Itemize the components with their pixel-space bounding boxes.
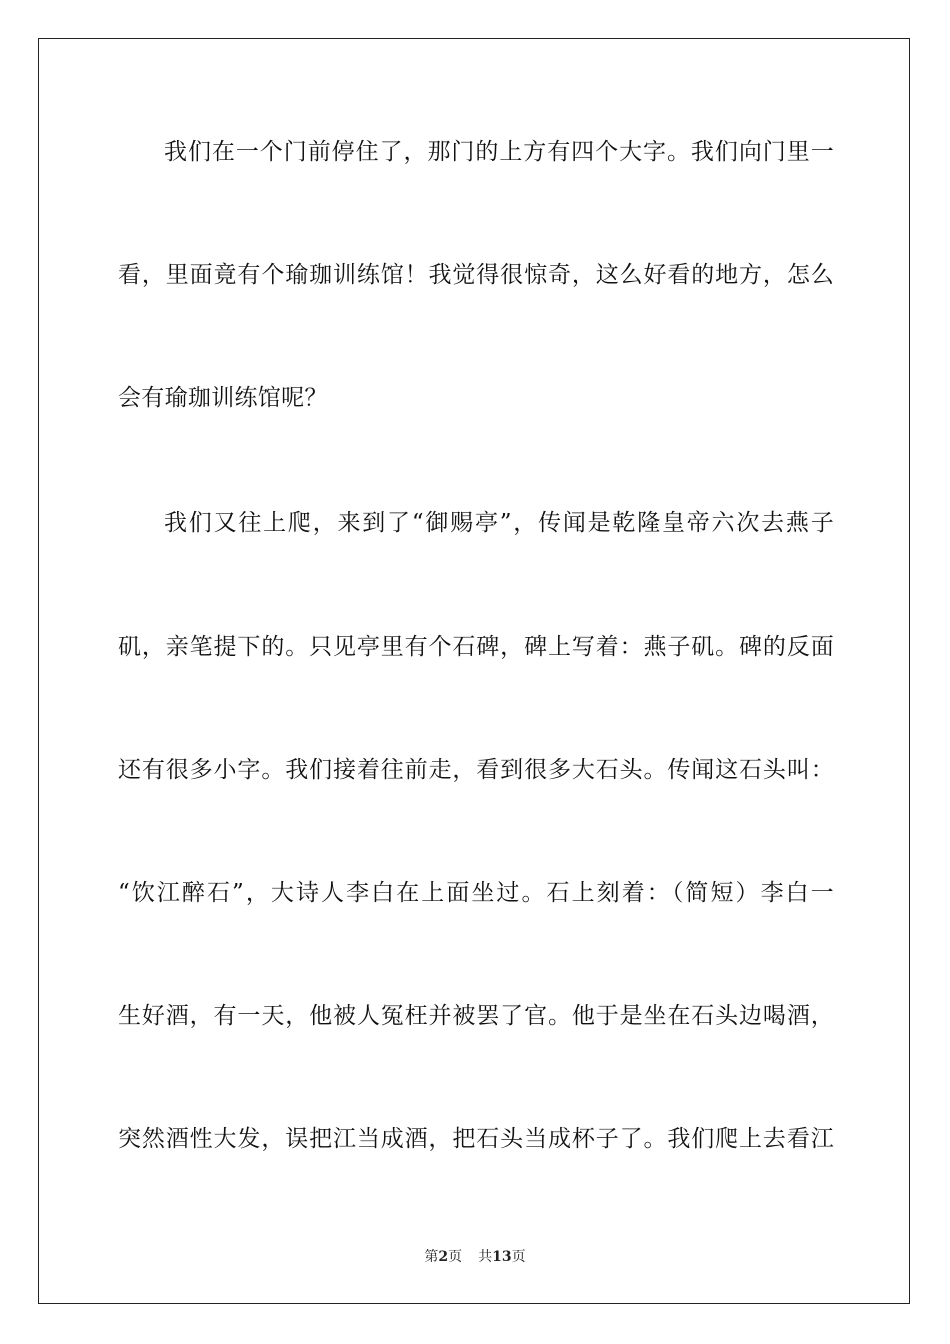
page-border bbox=[38, 38, 910, 1304]
paragraph-line-9: 突然酒性大发，误把江当成酒，把石头当成杯子了。我们爬上去看江 bbox=[118, 1126, 834, 1152]
paragraph-line-6: 还有很多小字。我们接着往前走，看到很多大石头。传闻这石头叫： bbox=[118, 757, 834, 783]
paragraph-line-5: 矶，亲笔提下的。只见亭里有个石碑，碑上写着：燕子矶。碑的反面 bbox=[118, 634, 834, 660]
paragraph-line-1: 我们在一个门前停住了，那门的上方有四个大字。我们向门里一 bbox=[164, 139, 834, 165]
footer-page-suffix: 页 bbox=[448, 1249, 463, 1265]
footer-page-total: 13 bbox=[492, 1249, 512, 1265]
footer-page-prefix: 第 bbox=[424, 1249, 439, 1265]
paragraph-line-2: 看，里面竟有个瑜珈训练馆！我觉得很惊奇，这么好看的地方，怎么 bbox=[118, 262, 834, 288]
paragraph-line-3: 会有瑜珈训练馆呢？ bbox=[118, 385, 328, 411]
paragraph-line-7: “饮江醉石”，大诗人李白在上面坐过。石上刻着：（简短）李白一 bbox=[118, 880, 834, 906]
page-footer bbox=[0, 1248, 950, 1266]
footer-total-prefix: 共 bbox=[478, 1249, 493, 1265]
paragraph-line-8: 生好酒，有一天，他被人冤枉并被罢了官。他于是坐在石头边喝酒， bbox=[118, 1003, 834, 1029]
paragraph-line-4: 我们又往上爬，来到了“御赐亭”，传闻是乾隆皇帝六次去燕子 bbox=[164, 510, 834, 536]
footer-page-current: 2 bbox=[438, 1249, 449, 1265]
footer-total-suffix: 页 bbox=[511, 1249, 526, 1265]
